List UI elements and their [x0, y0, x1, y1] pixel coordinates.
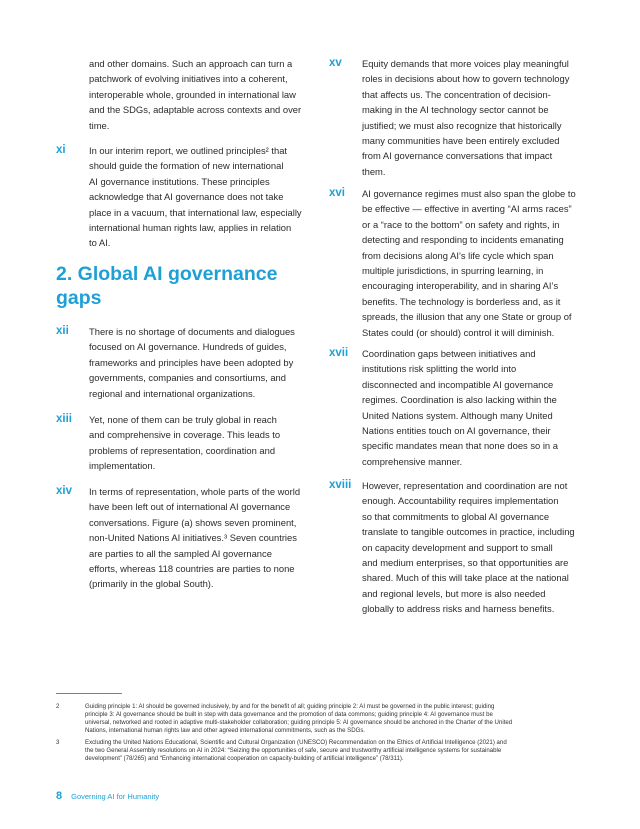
text-line: and comprehensive in coverage. This leads to: [89, 429, 281, 441]
text-line: to AI.: [89, 237, 111, 249]
text-line: time.: [89, 119, 110, 131]
text-line: detecting and responding to incidents emanating: [362, 234, 564, 246]
page-number: 8: [56, 790, 63, 802]
text-line: patchwork of evolving initiatives into a coherent,: [89, 73, 288, 85]
paragraph-number: xvii: [329, 347, 349, 359]
text-line: non-United Nations AI initiatives.³ Seven countries: [89, 532, 297, 544]
text-line: Yet, none of them can be truly global in reach: [89, 414, 277, 425]
text-line: many communities have been entirely excluded: [362, 135, 560, 147]
text-line: them.: [362, 165, 386, 177]
paragraph-text: [89, 324, 313, 401]
text-line: roles in decisions about how to govern technology: [362, 73, 570, 85]
paragraph-number: xi: [56, 144, 66, 156]
text-line: are parties to all the sampled AI governance: [89, 547, 272, 559]
text-line: There is no shortage of documents and dialogues: [89, 326, 295, 337]
text-line: Nations entities touch on AI governance, their: [362, 425, 551, 437]
text-line: AI governance institutions. These principles: [89, 175, 270, 187]
text-line: Nations, international human rights law and other agreed international commitments, such as the SDGs.: [85, 726, 366, 734]
text-line: making in the AI technology sector cannot be: [362, 104, 549, 116]
footnote-number: 2: [56, 703, 60, 710]
text-line: United Nations system. Although many United: [362, 409, 553, 421]
text-line: and regional levels, but more is also needed: [362, 587, 546, 599]
text-line: Excluding the United Nations Educational, Scientific and Cultural Organization (UNESCO) Recommendation on the Ethics of Artificial Intelligence (2021) and: [85, 739, 507, 746]
text-line: efforts, whereas 118 countries are parties to none: [89, 563, 295, 575]
paragraph-text: [89, 412, 313, 474]
footnote-text: [85, 739, 585, 763]
text-line: translate to tangible outcomes in practice, including: [362, 526, 575, 538]
paragraph-number: xii: [56, 325, 69, 337]
text-line: In terms of representation, whole parts of the world: [89, 486, 301, 497]
text-line: globally to address risks and harness benefits.: [362, 603, 555, 615]
text-line: In our interim report, we outlined principles² that: [89, 145, 288, 156]
text-line: However, representation and coordination are not: [362, 480, 568, 491]
text-line: the two General Assembly resolutions on AI in 2024: “Seizing the opportunities of safe, secure and trustworthy artificial intelligence systems for sustainable: [85, 746, 502, 754]
document-title: Governing AI for Humanity: [71, 791, 160, 801]
text-line: and other domains. Such an approach can turn a: [89, 58, 293, 69]
text-line: place in a vacuum, that international law, especially: [89, 206, 302, 218]
text-line: justified; we must also recognize that historically: [362, 119, 562, 131]
text-line: interoperable whole, grounded in international law: [89, 88, 296, 100]
text-line: that affects us. The concentration of decision-: [362, 88, 551, 100]
text-line: frameworks and principles have been adopted by: [89, 356, 294, 368]
text-line: regimes. Coordination is also lacking within the: [362, 394, 557, 406]
text-line: Coordination gaps between initiatives and: [362, 348, 536, 359]
text-line: focused on AI governance. Hundreds of guides,: [89, 341, 287, 353]
text-line: comprehensive manner.: [362, 455, 463, 467]
paragraph-text: [89, 56, 313, 133]
footnote-number: 3: [56, 739, 60, 746]
text-line: or a “race to the bottom” on safety and rights, in: [362, 218, 560, 230]
text-line: universal, networked and rooted in adaptive multi-stakeholder collaboration; guiding principle 5: AI governance should be anchored in the Charter of the United: [85, 718, 513, 726]
paragraph-number: xiii: [56, 413, 72, 425]
text-line: implementation.: [89, 460, 156, 472]
paragraph-text: [362, 346, 586, 469]
page-footer: [56, 789, 159, 803]
text-line: be effective — effective in averting “AI arms races”: [362, 203, 572, 215]
text-line: so that commitments to global AI governance: [362, 510, 550, 522]
paragraph-text: [362, 56, 586, 179]
text-line: development” (78/265) and “Enhancing international cooperation on capacity-building of artificial intelligence” (78/311).: [85, 754, 404, 762]
paragraph-text: [362, 478, 586, 617]
text-line: international human rights law, applies in relation: [89, 222, 292, 234]
text-line: (primarily in the global South).: [89, 578, 214, 590]
text-line: shared. Much of this will take place at the national: [362, 572, 569, 584]
text-line: should guide the formation of new international: [89, 160, 284, 172]
text-line: regional and international organizations.: [89, 387, 256, 399]
text-line: governments, companies and consortiums, and: [89, 372, 286, 384]
footnote-divider: [56, 693, 122, 694]
text-line: on capacity development and support to small: [362, 541, 553, 553]
text-line: from AI governance conversations that impact: [362, 150, 553, 162]
text-line: spreads, the illusion that any one State or group of: [362, 311, 572, 323]
paragraph-number: xvi: [329, 187, 345, 199]
paragraph-number: xv: [329, 57, 342, 69]
paragraph-number: xviii: [329, 479, 352, 491]
paragraph-number: xiv: [56, 485, 72, 497]
text-line: AI governance regimes must also span the globe to: [362, 188, 576, 199]
text-line: disconnected and incompatible AI governance: [362, 378, 554, 390]
text-line: conversations. Figure (a) shows seven prominent,: [89, 516, 297, 528]
footnote-text: [85, 703, 585, 735]
text-line: multiple jurisdictions, in spurring learning, in: [362, 265, 544, 277]
text-line: institutions risk splitting the world into: [362, 363, 517, 375]
paragraph-text: [362, 186, 586, 340]
text-line: enough. Accountability requires implementation: [362, 495, 559, 507]
text-line: have been left out of international AI governance: [89, 501, 291, 513]
text-line: principle 3: AI governance should be built in step with data governance and the promotion of data commons; guiding principle 4: AI governance must be: [85, 710, 493, 718]
text-line: States could (or should) control it will diminish.: [362, 326, 555, 338]
section-heading-line: 2. Global AI governance: [56, 263, 278, 285]
paragraph-text: [89, 484, 313, 592]
text-line: from decisions along AI’s life cycle which span: [362, 249, 554, 261]
paragraph-text: [89, 143, 313, 251]
text-line: specific mandates mean that none does so in a: [362, 440, 558, 452]
section-heading: [56, 262, 316, 310]
text-line: problems of representation, coordination and: [89, 444, 276, 456]
text-line: and the SDGs, adaptable across contexts and over: [89, 104, 302, 116]
text-line: and medium enterprises, so that opportunities are: [362, 557, 569, 569]
text-line: Equity demands that more voices play meaningful: [362, 58, 569, 69]
text-line: acknowledge that AI governance does not take: [89, 191, 284, 203]
text-line: encouraging interoperability, and in sharing AI’s: [362, 280, 559, 292]
text-line: Guiding principle 1: AI should be governed inclusively, by and for the benefit of all; guiding principle 2: AI must be governed in the public interest; guiding: [85, 703, 495, 710]
section-heading-line: gaps: [56, 287, 102, 309]
text-line: benefits. The technology is borderless and, as it: [362, 295, 561, 307]
